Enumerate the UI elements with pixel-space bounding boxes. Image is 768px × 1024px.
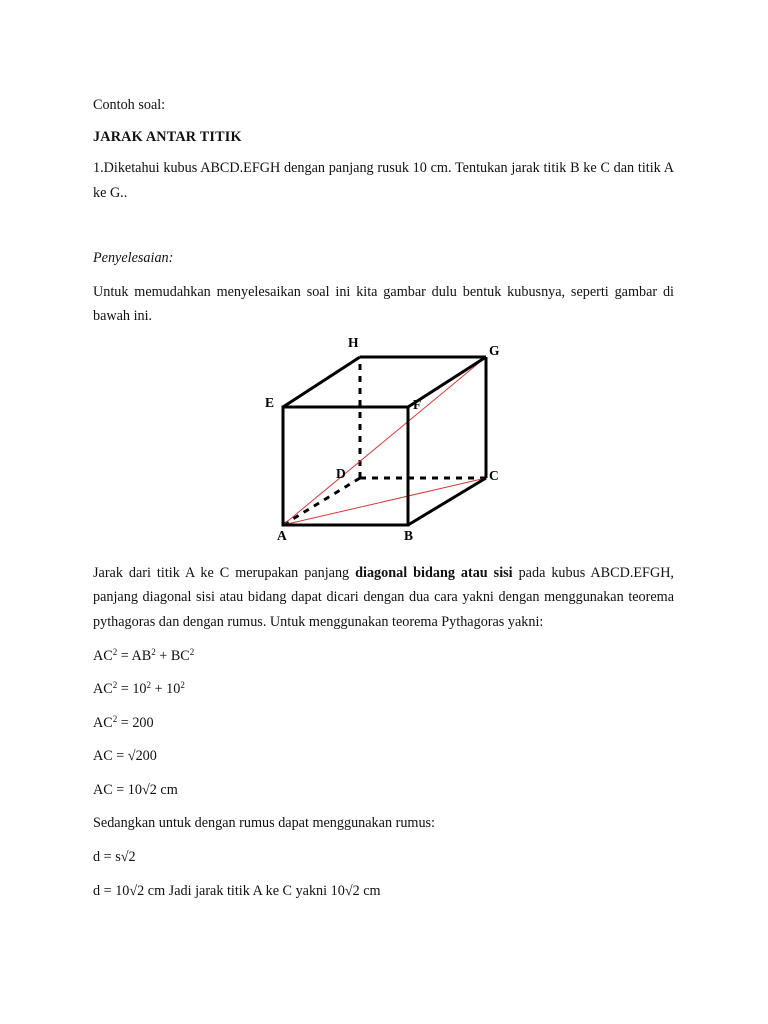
equation-1: $AC^2 = AB^2 + BC^2$	[93, 647, 195, 664]
formula-intro: Sedangkan untuk dengan rumus dapat menggunakan rumus:	[93, 815, 436, 831]
explanation-text: Jarak dari titik A ke C merupakan panjang diagonal bidang atau sisi pada kubus ABCD.EFGH, panjang diagonal sisi atau bidang dapat dicari dengan dua cara yakni dengan menggunakan teorema pythagoras dan dengan rumus. Untuk menggunakan teorema Pythagoras yakni:	[93, 564, 674, 630]
edge-DA	[283, 478, 360, 525]
label-F: F	[413, 396, 422, 412]
document-page	[93, 93, 674, 903]
diagonal-AG	[283, 357, 486, 525]
diagonal-AC	[283, 478, 486, 525]
cube-figure	[93, 335, 674, 547]
equation-4: AC = √200	[93, 748, 157, 764]
label-C: C	[489, 467, 499, 483]
formula: d = s√2	[93, 848, 136, 865]
equation-3: $AC^2 = 200$	[93, 714, 154, 731]
label-A: A	[277, 527, 287, 543]
cube-diagram	[93, 335, 674, 547]
label-H: H	[348, 334, 359, 350]
label-E: E	[265, 394, 275, 410]
section-heading: JARAK ANTAR TITIK	[93, 128, 242, 145]
label-D: D	[336, 465, 346, 481]
edge-EH	[283, 357, 360, 407]
edge-BC	[408, 478, 486, 525]
conclusion: d = 10√2 cm Jadi jarak titik A ke C yakni 10√2 cm	[93, 882, 381, 899]
label-B: B	[404, 527, 414, 543]
label-G: G	[489, 342, 500, 358]
equation-5: AC = 10√2 cm	[93, 782, 178, 798]
problem-text: 1.Diketahui kubus ABCD.EFGH dengan panjang rusuk 10 cm. Tentukan jarak titik B ke C dan titik A ke G..	[93, 160, 674, 201]
equation-2: $AC^2 = 10^2 + 10^2$	[93, 680, 185, 697]
solution-label: Penyelesaian:	[93, 250, 174, 266]
explanation-bold: diagonal bidang atau sisi	[355, 564, 513, 581]
intro-text: Contoh soal:	[93, 97, 166, 113]
solution-intro: Untuk memudahkan menyelesaikan soal ini kita gambar dulu bentuk kubusnya, seperti gambar di bawah ini.	[93, 283, 674, 324]
